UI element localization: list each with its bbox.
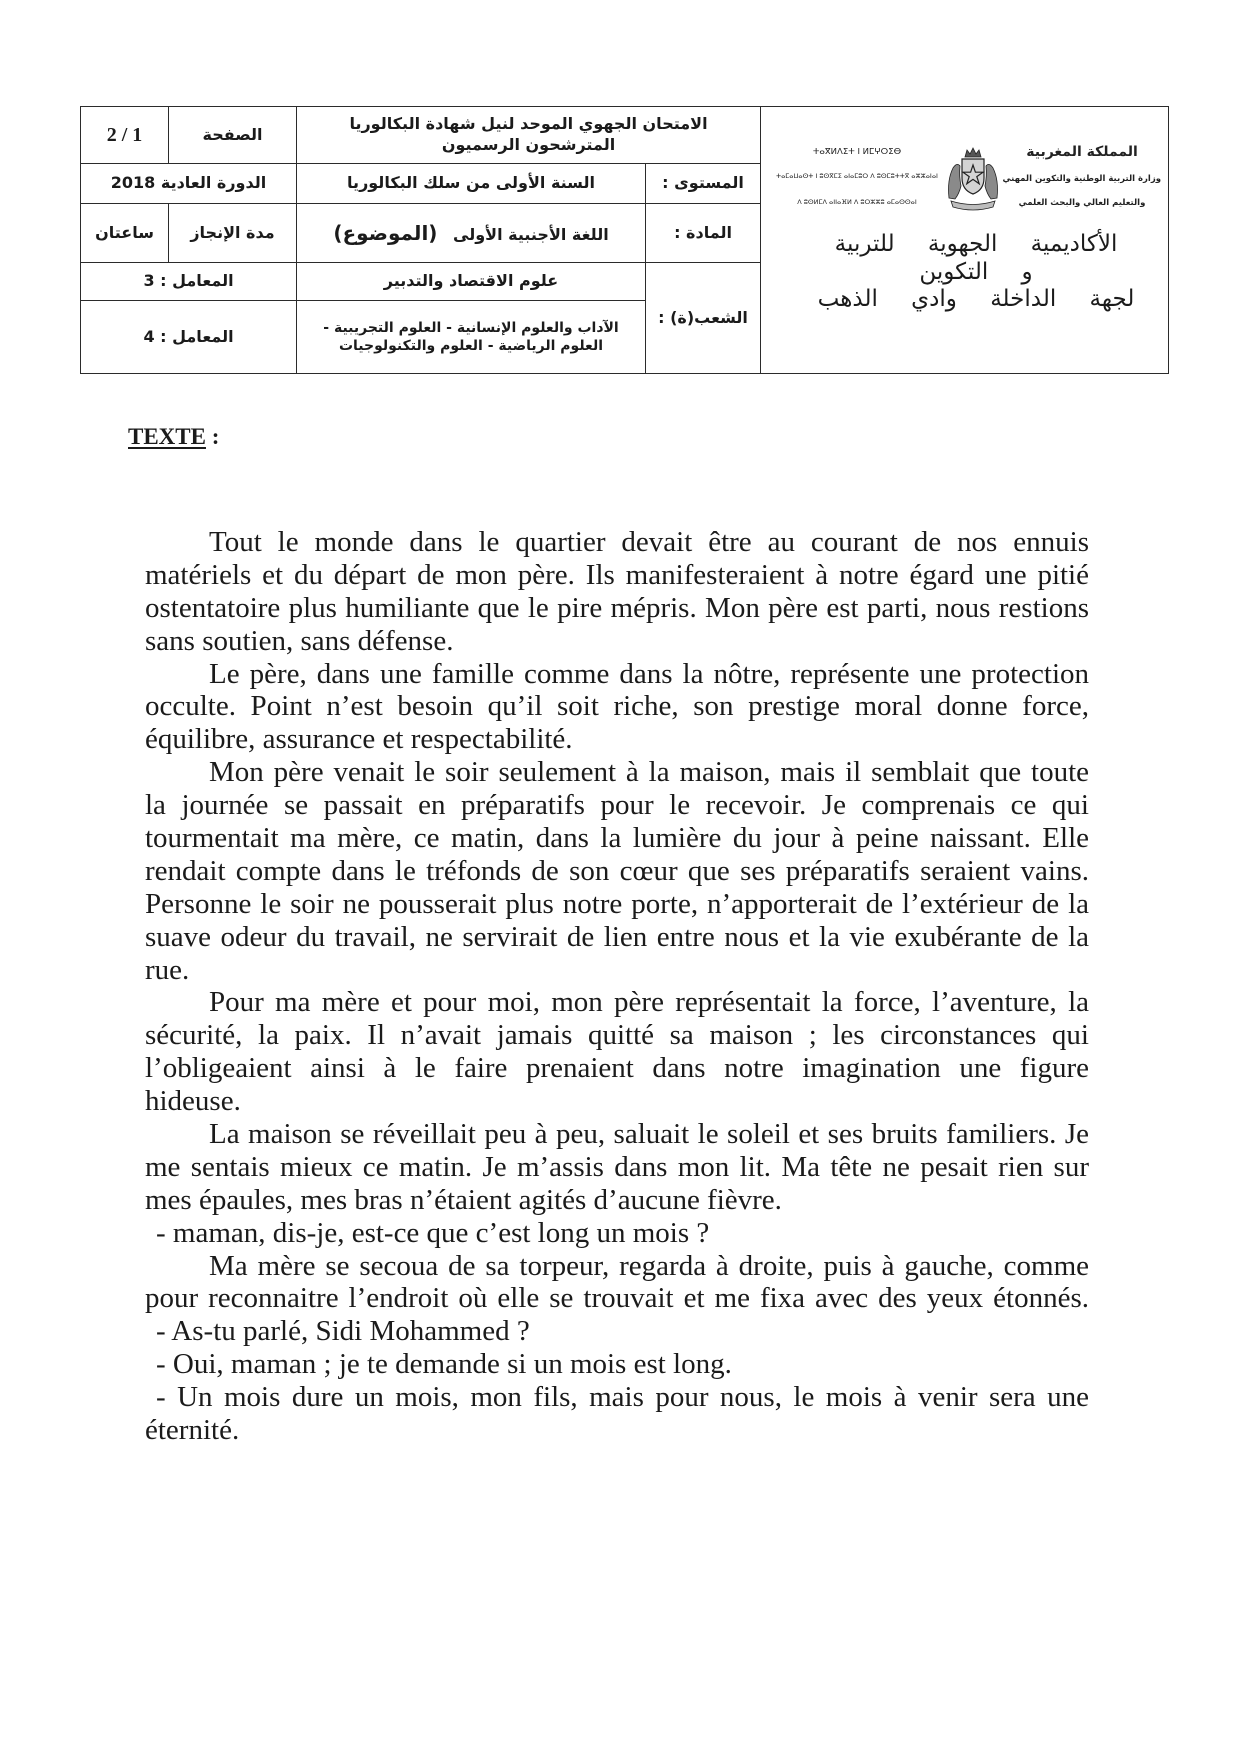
exam-title-cell [297,107,761,164]
kingdom-arabic: المملكة المغربية [1026,144,1138,160]
passage-line: Le père, dans une famille comme dans la nôtre, représente une protection [209,657,1089,690]
page-number: 2 / 1 [81,107,169,164]
passage-line: tourmentait ma mère, ce matin, dans la lumière du jour à peine naissant. Elle [145,822,1089,855]
passage-line: hideuse. [145,1085,241,1118]
stream-2-line-2: العلوم الرياضية - العلوم والتكنولوجيات [338,338,603,354]
passage-line: Personne le soir ne pousserait plus notre porte, n’apporterait de l’extérieur de la [145,887,1089,920]
crown-icon [965,148,981,157]
passage-line: Tout le monde dans le quartier devait être au courant de nos ennuis [209,526,1089,558]
dialogue-line: - Oui, maman ; je te demande si un mois est long. [156,1348,732,1381]
dialogue-line: - maman, dis-je, est-ce que c’est long un mois ? [156,1216,710,1249]
streams-label: الشعب(ة) : [646,263,761,374]
passage-line: Ma mère se secoua de sa torpeur, regarda à droite, puis à gauche, comme [209,1249,1089,1282]
passage-line: me sentais mieux ce matin. Je m’assis dans mon lit. Ma tête ne pesait rien sur [145,1150,1089,1183]
ministry-arabic-1: وزارة التربية الوطنية والتكوين المهني [1002,174,1162,184]
subject-label: المادة : [646,204,761,263]
subject-value: اللغة الأجنبية الأولى [453,225,609,244]
level-label: المستوى : [646,164,761,204]
section-heading-label: TEXTE [128,424,206,449]
letterhead [761,107,1168,357]
coefficient-1: المعامل : 3 [81,263,297,301]
kingdom-tifinagh: ⵜⴰⴳⵍⴷⵉⵜ ⵏ ⵍⵎⵖⵔⵉⴱ [812,147,902,157]
passage [145,526,1089,1447]
passage-line: matériels et du départ de mon père. Ils manifesteraient à notre égard une pitié [145,558,1089,591]
institution-cell [761,107,1169,374]
passage-line: équilibre, assurance et respectabilité. [145,723,573,756]
ministry-tifinagh-2: ⴷ ⵓⵙⵍⵎⴷ ⴰⵏⵏⴰⴼⵍ ⴷ ⵓⵔⵣⵣⵓ ⴰⵎⴰⵙⵙⴰⵏ [797,198,917,206]
passage-line: ostentatoire plus humiliante que le pire mépris. Mon père est parti, nous restions [145,591,1089,624]
stream-1: علوم الاقتصاد والتدبير [297,263,646,301]
ribbon-icon [951,201,995,210]
passage-line: rue. [145,953,190,986]
header-row-title [81,107,1169,164]
ministry-tifinagh-1: ⵜⴰⵎⴰⵡⴰⵙⵜ ⵏ ⵓⵙⴳⵎⵉ ⴰⵏⴰⵎⵓⵔ ⴷ ⵓⵙⵎⵓⵜⵜⴳ ⴰⵣⵣⴰⵏⴰⵏ [776,172,938,180]
passage-line: pour reconnaitre l’endroit où elle se trouvait et me fixa avec des yeux étonnés. [145,1282,1089,1315]
passage-line: Pour ma mère et pour moi, mon père représentait la force, l’aventure, la [209,986,1089,1019]
section-heading [128,424,219,450]
academy-line-3: لجهة الداخلة وادي الذهب [817,286,1135,312]
passage-line: suave odeur du travail, ne servirait de lien entre nous et la vie exubérante de la [145,920,1089,953]
passage-line: l’obligeaient ainsi à le faire prenaient dans notre imagination une figure [145,1052,1089,1085]
passage-line: rendait compte dans le tréfonds de son cœur que ses préparatifs seraient vains. [145,854,1089,887]
academy-line-1: الأكاديمية الجهوية للتربية [834,231,1118,257]
exam-title: الامتحان الجهوي الموحد لنيل شهادة البكالوريا [349,114,708,134]
ministry-arabic-2: والتعليم العالي والبحث العلمي [1018,198,1146,208]
passage-line: éternité. [145,1414,240,1447]
stream-2-cell [297,301,646,374]
passage-line: La maison se réveillait peu à peu, saluait le soleil et ses bruits familiers. Je [209,1118,1089,1151]
passage-line: mes épaules, mes bras n’étaient agités d’aucune fièvre. [145,1183,782,1216]
passage-line: sans soutien, sans défense. [145,624,454,657]
dialogue-line: - As-tu parlé, Sidi Mohammed ? [156,1315,530,1348]
coat-of-arms-icon [945,146,1001,212]
lion-left-icon [949,164,962,199]
lion-right-icon [985,164,998,199]
subject-part: (الموضوع) [333,221,438,245]
passage-line: sécurité, la paix. Il n’avait jamais quitté sa maison ; les circonstances qui [145,1019,1089,1052]
candidates-label: المترشحون الرسميون [441,135,616,154]
dialogue-line: - Un mois dure un mois, mon fils, mais pour nous, le mois à venir sera une [156,1381,1089,1414]
section-heading-suffix: : [205,424,220,449]
passage-line: occulte. Point n’est besoin qu’il soit riche, son prestige moral donne force, [145,690,1089,723]
academy-line-2: و التكوين [919,259,1033,285]
duration-label: مدة الإنجاز [169,204,297,263]
passage-line: la journée se passait en préparatifs pour le recevoir. Je comprenais ce qui [145,789,1089,822]
session: الدورة العادية 2018 [81,164,297,204]
coefficient-2: المعامل : 4 [81,301,297,374]
exam-header-table [80,106,1169,374]
page-label: الصفحة [169,107,297,164]
passage-line: Mon père venait le soir seulement à la maison, mais il semblait que toute [209,756,1089,789]
duration-value: ساعتان [81,204,169,263]
subject-cell [297,204,646,263]
level-value: السنة الأولى من سلك البكالوريا [297,164,646,204]
stream-2-line-1: الآداب والعلوم الإنسانية - العلوم التجريبية - [323,319,619,336]
